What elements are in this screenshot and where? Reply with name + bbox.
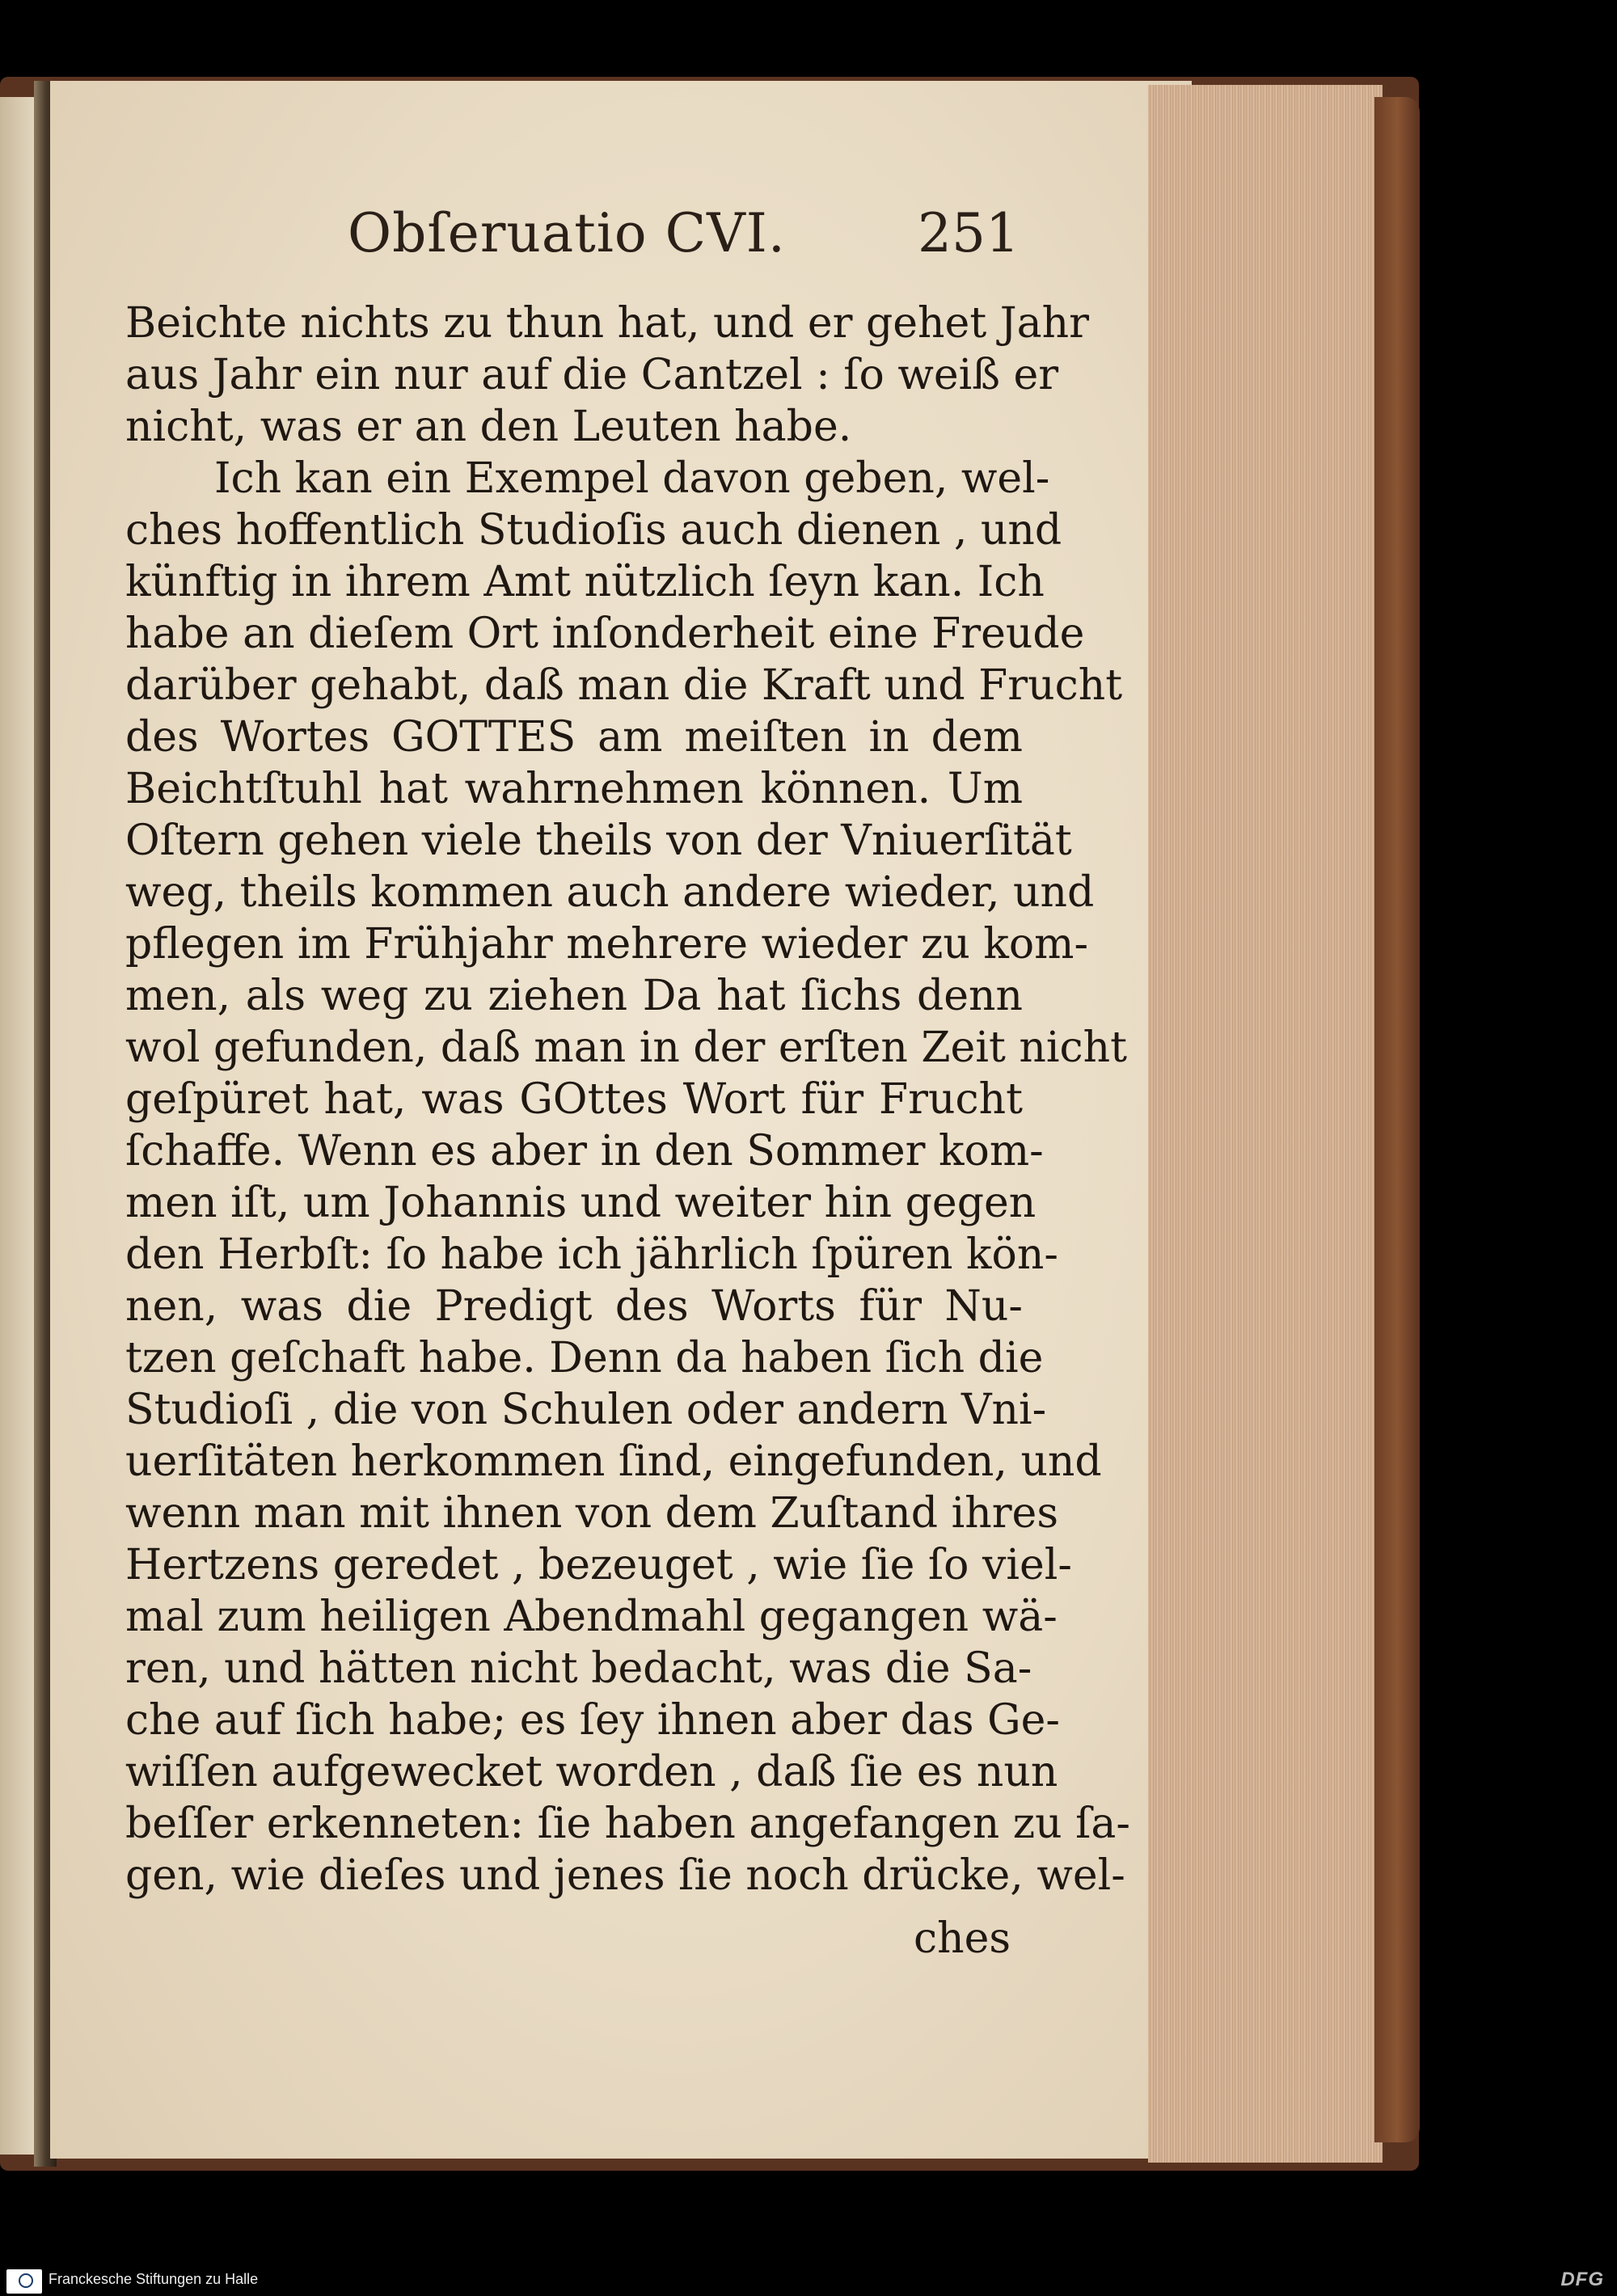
text-line: Studioſi , die von Schulen oder andern Vni- — [125, 1386, 1047, 1434]
facing-page-edge — [0, 97, 39, 2155]
text-line: aus Jahr ein nur auf die Cantzel : ſo weiß er — [125, 351, 1059, 399]
page-block-edges — [1148, 85, 1383, 2163]
text-line: pflegen im Frühjahr mehrere wieder zu kom- — [125, 920, 1089, 969]
text-line: nicht, was er an den Leuten habe. — [125, 403, 852, 451]
text-line: geſpüret hat, was GOttes Wort für Frucht — [125, 1075, 1023, 1124]
text-line: ren, und hätten nicht bedacht, was die Sa- — [125, 1644, 1032, 1693]
text-line: Oſtern gehen viele theils von der Vniuerſität — [125, 817, 1072, 865]
text-line: Hertzens geredet , bezeuget , wie ſie ſo viel- — [125, 1541, 1072, 1589]
text-line: mal zum heiligen Abendmahl gegangen wä- — [125, 1593, 1058, 1641]
text-line: tzen geſchaft habe. Denn da haben ſich die — [125, 1334, 1044, 1382]
text-line: Beichte nichts zu thun hat, und er gehet Jahr — [125, 299, 1089, 348]
text-line: künftig in ihrem Amt nützlich ſeyn kan. Ich — [125, 558, 1045, 606]
text-line: men iſt, um Johannis und weiter hin gegen — [125, 1179, 1036, 1227]
text-line: ches hoffentlich Studioſis auch dienen , und — [125, 506, 1062, 555]
page-body-text — [125, 298, 1130, 1901]
footer-institution-name: Franckesche Stiftungen zu Halle — [49, 2271, 259, 2287]
text-line: weg, theils kommen auch andere wieder, und — [125, 868, 1095, 917]
text-line: uerſitäten herkommen ſind, eingefunden, und — [125, 1437, 1102, 1486]
text-line: des Wortes GOTTES am meiſten in dem — [125, 713, 1023, 762]
text-line: Beichtſtuhl hat wahrnehmen können. Um — [125, 765, 1023, 813]
page-number: 251 — [918, 202, 1020, 264]
text-line: nen, was die Predigt des Worts für Nu- — [125, 1282, 1023, 1331]
running-head: Obſeruatio CVI. — [348, 202, 786, 264]
dfg-logo: DFG — [1560, 2269, 1604, 2290]
text-line: wenn man mit ihnen von dem Zuſtand ihres — [125, 1489, 1059, 1538]
text-line: wol gefunden, daß man in der erſten Zeit nicht — [125, 1023, 1128, 1072]
text-line: gen, wie dieſes und jenes ſie noch drücke, wel- — [125, 1851, 1125, 1900]
catchword: ches — [914, 1914, 1011, 1963]
text-line: wiſſen aufgewecket worden , daß ſie es nun — [125, 1748, 1058, 1796]
book-fore-edge-cover — [1374, 97, 1420, 2142]
text-line: den Herbſt: ſo habe ich jährlich ſpüren kön- — [125, 1230, 1058, 1279]
text-line: Ich kan ein Exempel davon geben, wel- — [214, 454, 1050, 503]
text-line: che auf ſich habe; es ſey ihnen aber das Ge- — [125, 1696, 1060, 1745]
text-line: ſchaffe. Wenn es aber in den Sommer kom- — [125, 1127, 1044, 1175]
text-line: habe an dieſem Ort inſonderheit eine Freude — [125, 610, 1085, 658]
text-line: beſſer erkenneten: ſie haben angefangen zu ſa- — [125, 1800, 1130, 1848]
text-line: men, als weg zu ziehen Da hat ſichs denn — [125, 972, 1023, 1020]
institution-logo-icon — [6, 2269, 42, 2294]
text-line: darüber gehabt, daß man die Kraft und Frucht — [125, 661, 1123, 710]
